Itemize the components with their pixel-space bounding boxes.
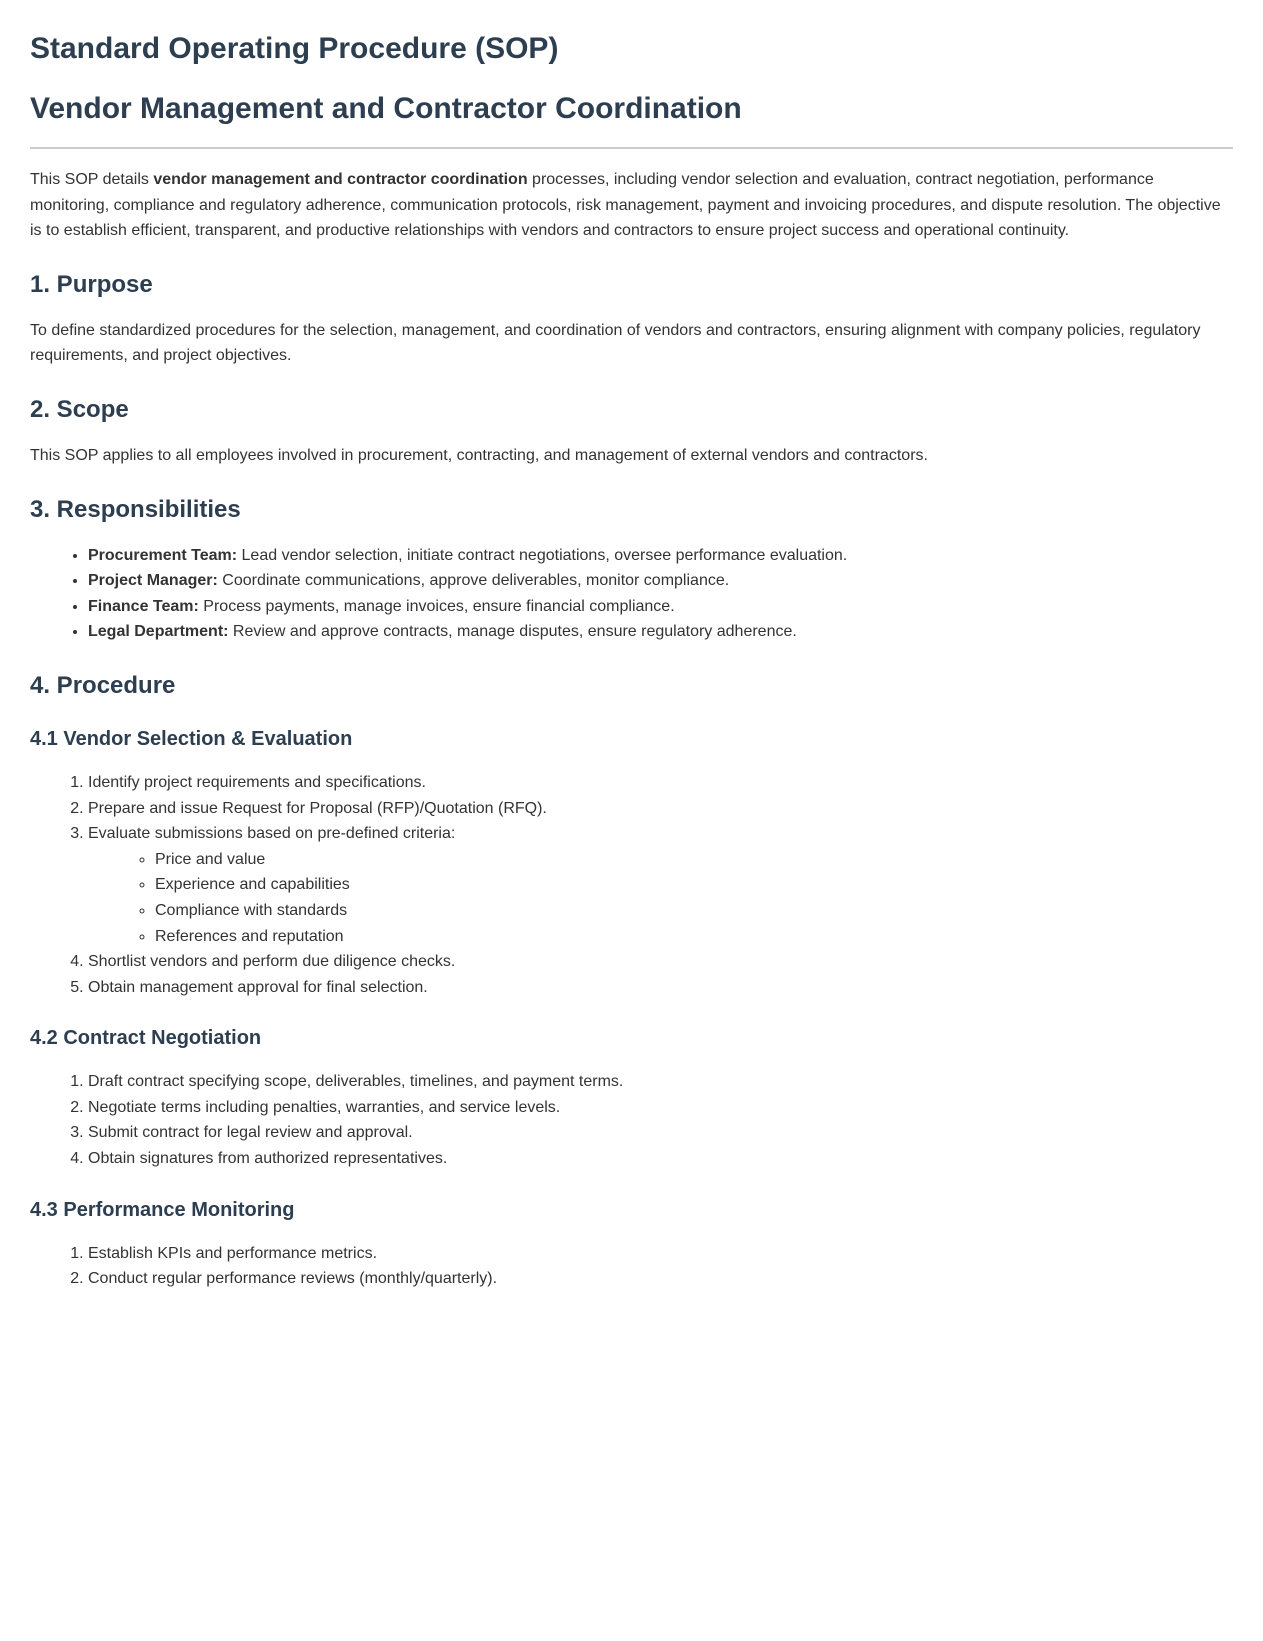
criteria-item: ◦ Price and value	[155, 847, 1233, 873]
list-item-project-manager	[88, 568, 1233, 594]
purpose-paragraph: To define standardized procedures for the selection, management, and coordination of vendors and contractors, ensuring alignment with company policies, regulatory requirements, and project objectives.	[30, 321, 1201, 365]
step-item: 1. Draft contract specifying scope, deliverables, timelines, and payment terms.	[88, 1069, 1233, 1095]
role-description: Review and approve contracts, manage disputes, ensure regulatory adherence.	[228, 623, 797, 641]
evaluation-criteria-list	[88, 847, 1233, 949]
section-heading-procedure: 4. Procedure	[30, 671, 176, 699]
document-subtitle: Vendor Management and Contractor Coordination	[30, 91, 742, 125]
section-heading-scope: 2. Scope	[30, 395, 129, 423]
section-heading-responsibilities: 3. Responsibilities	[30, 495, 241, 523]
scope-paragraph: This SOP applies to all employees involved in procurement, contracting, and management of external vendors and contractors.	[30, 446, 928, 464]
vendor-selection-steps	[30, 770, 1233, 1000]
role-description: Coordinate communications, approve deliverables, monitor compliance.	[217, 572, 730, 590]
step-item: 4. Obtain signatures from authorized representatives.	[88, 1146, 1233, 1172]
step-item: 4. Shortlist vendors and perform due diligence checks.	[88, 949, 1233, 975]
role-description: Process payments, manage invoices, ensure financial compliance.	[198, 597, 675, 615]
subsection-heading-contract-negotiation: 4.2 Contract Negotiation	[30, 1027, 262, 1050]
role-description: Lead vendor selection, initiate contract negotiations, oversee performance evaluation.	[237, 546, 848, 564]
step-item: 2. Conduct regular performance reviews (monthly/quarterly).	[88, 1266, 1233, 1292]
section-heading-purpose: 1. Purpose	[30, 270, 153, 298]
criteria-item: ◦ Compliance with standards	[155, 898, 1233, 924]
responsibilities-list	[30, 543, 1233, 645]
step-item: 5. Obtain management approval for final selection.	[88, 975, 1233, 1001]
list-item-procurement-team	[88, 543, 1233, 569]
intro-paragraph	[30, 167, 1233, 244]
step-item: 1. Establish KPIs and performance metrics.	[88, 1241, 1233, 1267]
role-label: Procurement Team:	[88, 546, 238, 564]
document-title: Standard Operating Procedure (SOP)	[30, 32, 559, 65]
role-label: Finance Team:	[88, 597, 199, 615]
role-label: Project Manager:	[88, 572, 218, 590]
intro-text-pre: This SOP details	[30, 171, 154, 188]
performance-monitoring-steps	[30, 1241, 1233, 1292]
title-divider	[30, 147, 1233, 149]
criteria-item: ◦ References and reputation	[155, 924, 1233, 950]
contract-negotiation-steps	[30, 1069, 1233, 1171]
list-item-legal-department	[88, 619, 1233, 645]
list-item-finance-team	[88, 594, 1233, 620]
subsection-heading-performance-monitoring: 4.3 Performance Monitoring	[30, 1198, 295, 1221]
step-item: 2. Negotiate terms including penalties, warranties, and service levels.	[88, 1095, 1233, 1121]
step-item: 3. Submit contract for legal review and approval.	[88, 1120, 1233, 1146]
step-text: Evaluate submissions based on pre-defined criteria:	[88, 825, 456, 843]
step-item: 1. Identify project requirements and specifications.	[88, 770, 1233, 796]
step-item-with-criteria	[88, 821, 1233, 949]
subsection-heading-vendor-selection: 4.1 Vendor Selection & Evaluation	[30, 727, 353, 750]
step-item: 2. Prepare and issue Request for Proposal (RFP)/Quotation (RFQ).	[88, 796, 1233, 822]
intro-text-post: processes, including vendor selection and evaluation, contract negotiation, performance monitoring, compliance and regulatory adherence, communication protocols, risk management, payment and invoicing procedures, and dispute resolution. The objective is to establish efficient, transparent, and productive relationships with vendors and contractors to ensure project success and operational continuity.	[30, 171, 1221, 240]
intro-text-bold: vendor management and contractor coordination	[153, 171, 528, 188]
role-label: Legal Department:	[88, 623, 229, 641]
criteria-item: ◦ Experience and capabilities	[155, 872, 1233, 898]
